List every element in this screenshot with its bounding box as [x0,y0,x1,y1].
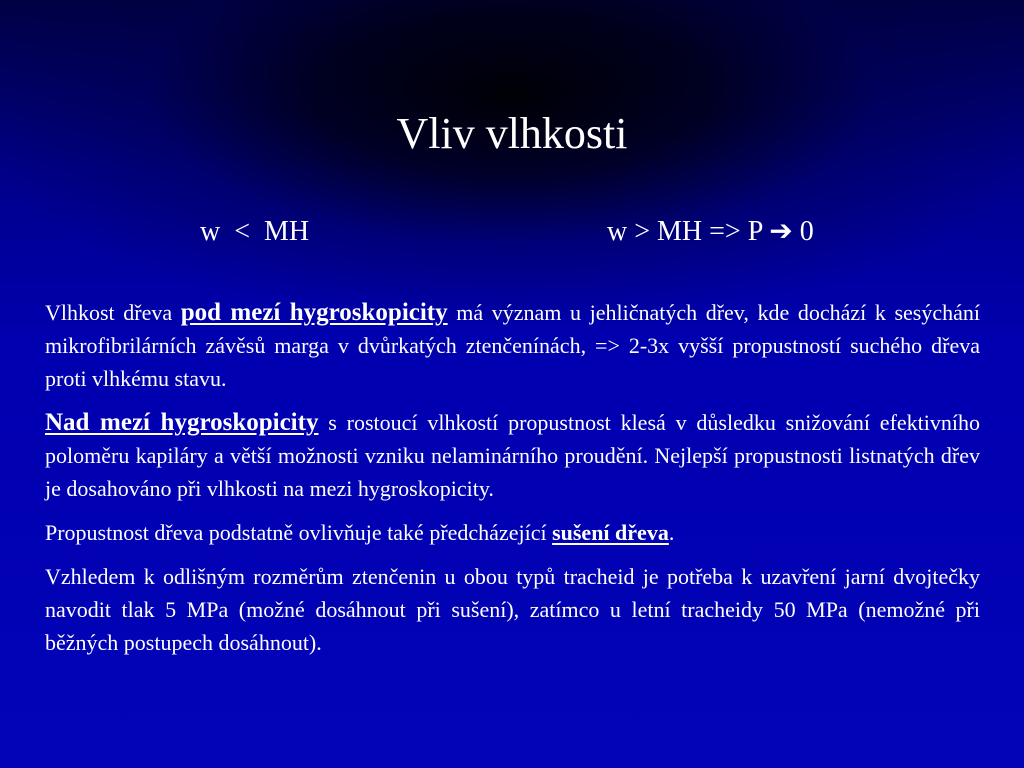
emphasis-suseni-dreva: sušení dřeva [552,520,669,545]
paragraph-text-rest: má význam u jehličnatých dřev, kde dochází k sesýchání mikrofibrilárních závěsů marga v dvůrkatých ztenčenínách, => 2-3x vyšší propustností suchého dřeva proti vlhkému stavu. [45,300,981,391]
paragraph-drying [45,516,980,549]
paragraph-text: Vzhledem k odlišným rozměrům ztenčenin u obou typů tracheid je potřeba k uzavření jarní dvojtečky navodit tlak 5 MPa (možné dosáhnout při sušení), zatímco u letní tracheidy 50 MPa (nemožné při běžných postupech dosáhnout). [45,564,980,655]
formula-above-mh: w > MH => P ➔ 0 [607,216,814,247]
paragraph-above-hygroscopicity [45,406,980,505]
emphasis-pod-mezi-hygroskopicity: pod mezí hygroskopicity [180,299,448,326]
body-text [45,296,980,670]
paragraph-text-rest: s rostoucí vlhkostí propustnost klesá v důsledku snižování efektivního poloměru kapiláry a větší možnosti vzniku nelaminárního proudění. Nejlepší propustnosti listnatých dřev je dosahováno při vlhkosti na mezi hygroskopicity. [45,410,980,501]
paragraph-text-lead: Propustnost dřeva podstatně ovlivňuje také předcházející [45,520,553,545]
formula-below-mh: w < MH [200,216,310,247]
paragraph-below-hygroscopicity [45,296,980,395]
slide-title: Vliv vlhkosti [396,109,628,158]
paragraph-text-lead: Vlhkost dřeva [45,300,181,325]
paragraph-tracheids [45,560,980,659]
paragraph-text-rest: . [668,520,675,545]
emphasis-nad-mezi-hygroskopicity: Nad mezí hygroskopicity [45,409,319,436]
